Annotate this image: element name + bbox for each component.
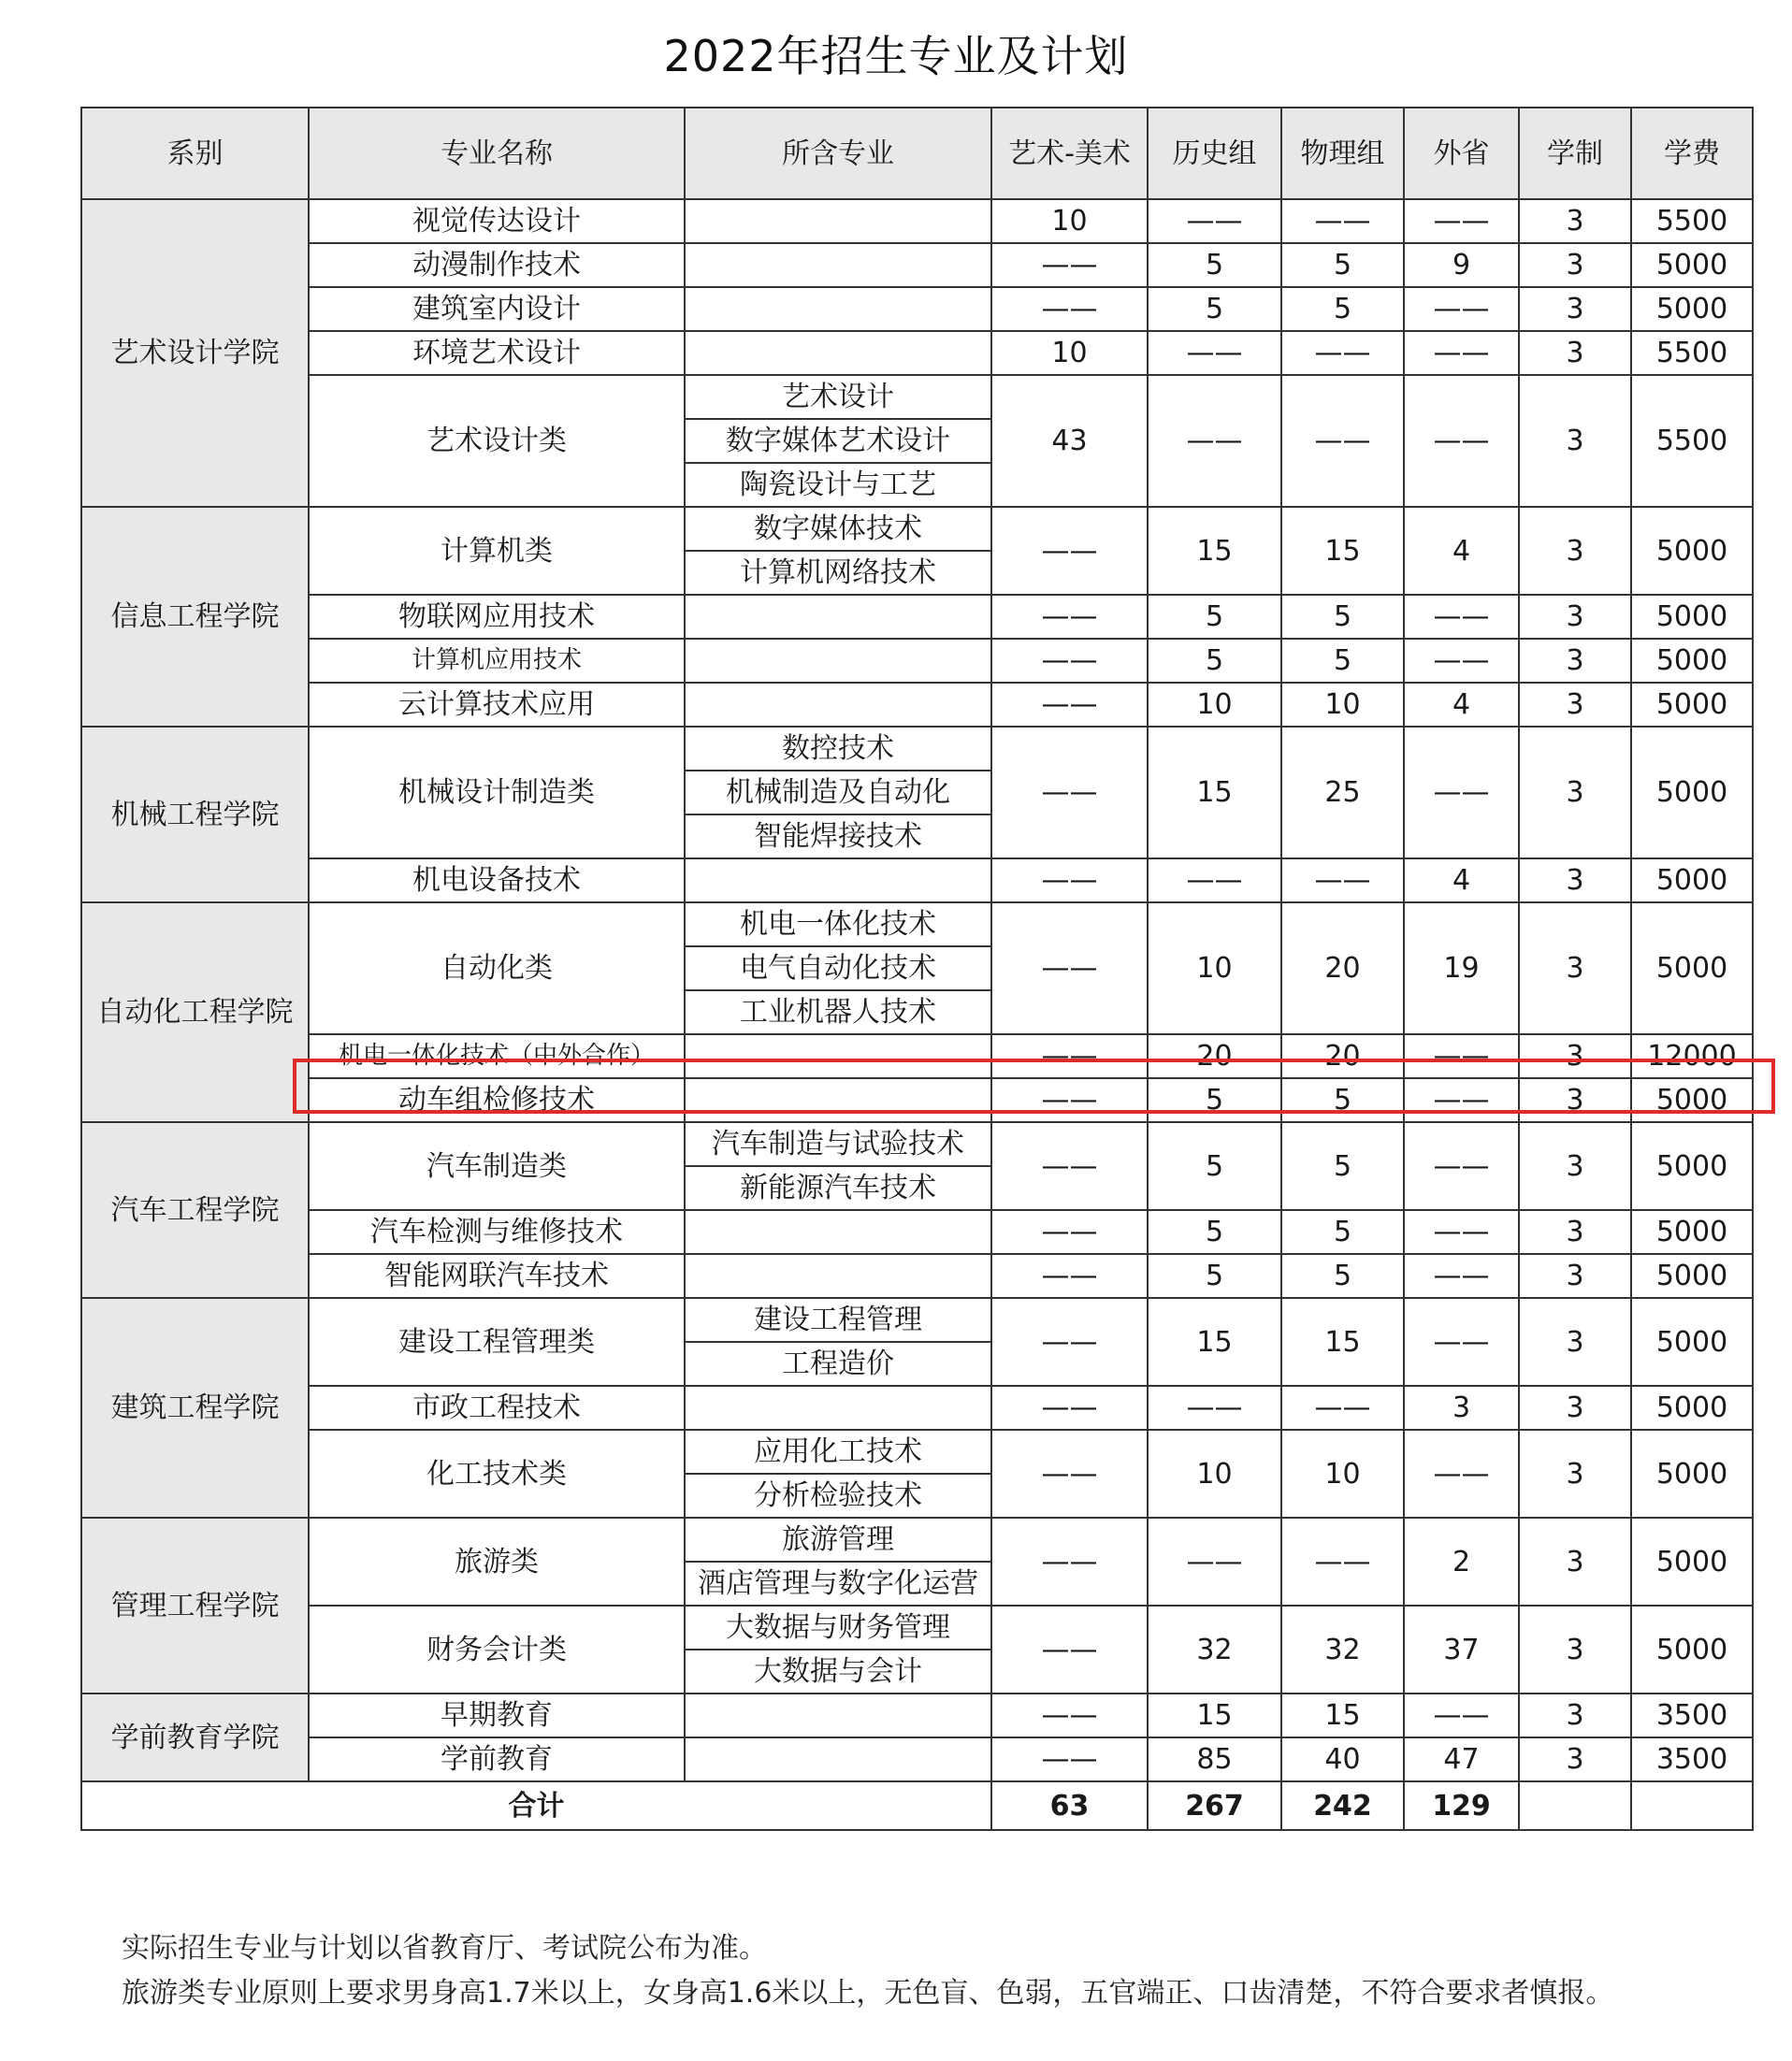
value-cell-hist: 5: [1148, 595, 1281, 639]
value-cell-years: 3: [1519, 639, 1631, 683]
dept-name-cell: 管理工程学院: [81, 1518, 309, 1693]
table-row: [81, 1254, 1753, 1298]
dept-name-cell: 建筑工程学院: [81, 1298, 309, 1518]
sub-major-cell: 工业机器人技术: [685, 990, 991, 1034]
sub-major-cell: [685, 1078, 991, 1122]
value-cell-art: ——: [991, 1606, 1148, 1693]
value-cell-art: ——: [991, 727, 1148, 858]
value-cell-hist: 32: [1148, 1606, 1281, 1693]
value-cell-hist: ——: [1148, 1386, 1281, 1430]
total-label-cell: 合计: [81, 1781, 991, 1830]
value-cell-fee: 5000: [1631, 1078, 1753, 1122]
sub-major-cell: 机械制造及自动化: [685, 771, 991, 814]
value-cell-fee: 5000: [1631, 683, 1753, 727]
table-row: [81, 902, 1753, 946]
value-cell-art: ——: [991, 1254, 1148, 1298]
value-cell-hist: 10: [1148, 1430, 1281, 1518]
sub-major-cell: 数控技术: [685, 727, 991, 771]
value-cell-years: 3: [1519, 199, 1631, 243]
value-cell-fee: 3500: [1631, 1737, 1753, 1781]
value-cell-phys: 10: [1281, 683, 1404, 727]
value-cell-phys: ——: [1281, 199, 1404, 243]
value-cell-art: ——: [991, 243, 1148, 287]
table-row: [81, 331, 1753, 375]
value-cell-years: 3: [1519, 1518, 1631, 1606]
page-title: 2022年招生专业及计划: [663, 31, 1129, 81]
value-cell-art: 10: [991, 331, 1148, 375]
value-cell-years: 3: [1519, 1693, 1631, 1737]
major-name-cell: 化工技术类: [309, 1430, 685, 1518]
sub-major-cell: [685, 1386, 991, 1430]
value-cell-hist: 5: [1148, 1122, 1281, 1210]
sub-major-cell: 数字媒体艺术设计: [685, 419, 991, 463]
sub-major-cell: 汽车制造与试验技术: [685, 1122, 991, 1166]
value-cell-fee: 5000: [1631, 1254, 1753, 1298]
value-cell-hist: 5: [1148, 1254, 1281, 1298]
sub-major-cell: [685, 1737, 991, 1781]
value-cell-years: 3: [1519, 287, 1631, 331]
major-name-cell: 自动化类: [309, 902, 685, 1034]
value-cell-phys: 5: [1281, 1078, 1404, 1122]
dept-name-cell: 机械工程学院: [81, 727, 309, 902]
value-cell-years: 3: [1519, 1210, 1631, 1254]
table-row: [81, 507, 1753, 551]
sub-major-cell: [685, 1210, 991, 1254]
value-cell-art: ——: [991, 1122, 1148, 1210]
table-row: [81, 1430, 1753, 1474]
sub-major-cell: [685, 683, 991, 727]
sub-major-cell: 建设工程管理: [685, 1298, 991, 1342]
sub-major-cell: 大数据与会计: [685, 1650, 991, 1693]
value-cell-years: 3: [1519, 331, 1631, 375]
header-row: [81, 108, 1753, 199]
sub-major-cell: [685, 243, 991, 287]
value-cell-out: ——: [1404, 639, 1519, 683]
value-cell-out: ——: [1404, 1034, 1519, 1078]
sub-major-cell: 电气自动化技术: [685, 946, 991, 990]
value-cell-out: 37: [1404, 1606, 1519, 1693]
table-row: [81, 1737, 1753, 1781]
total-cell-out: 129: [1404, 1781, 1519, 1830]
value-cell-phys: ——: [1281, 1518, 1404, 1606]
value-cell-hist: 5: [1148, 243, 1281, 287]
value-cell-years: 3: [1519, 375, 1631, 507]
value-cell-out: 9: [1404, 243, 1519, 287]
header-cell: 系别: [81, 108, 309, 199]
value-cell-years: 3: [1519, 858, 1631, 902]
major-name-cell: 建设工程管理类: [309, 1298, 685, 1386]
value-cell-art: 43: [991, 375, 1148, 507]
value-cell-out: 3: [1404, 1386, 1519, 1430]
table-row: [81, 1693, 1753, 1737]
value-cell-phys: ——: [1281, 331, 1404, 375]
value-cell-art: ——: [991, 902, 1148, 1034]
value-cell-fee: 5000: [1631, 243, 1753, 287]
table-row: [81, 199, 1753, 243]
value-cell-hist: 15: [1148, 507, 1281, 595]
table-row: [81, 243, 1753, 287]
major-name-cell: 环境艺术设计: [309, 331, 685, 375]
value-cell-fee: 3500: [1631, 1693, 1753, 1737]
value-cell-hist: 20: [1148, 1034, 1281, 1078]
value-cell-fee: 5000: [1631, 858, 1753, 902]
value-cell-out: ——: [1404, 199, 1519, 243]
value-cell-phys: 5: [1281, 1254, 1404, 1298]
value-cell-out: ——: [1404, 1693, 1519, 1737]
major-name-cell: 建筑室内设计: [309, 287, 685, 331]
value-cell-fee: 5000: [1631, 727, 1753, 858]
value-cell-hist: 5: [1148, 1078, 1281, 1122]
value-cell-fee: 5000: [1631, 287, 1753, 331]
major-name-cell: 机电设备技术: [309, 858, 685, 902]
value-cell-fee: 5000: [1631, 1386, 1753, 1430]
header-cell: 艺术-美术: [991, 108, 1148, 199]
sub-major-cell: 艺术设计: [685, 375, 991, 419]
table-row: [81, 639, 1753, 683]
value-cell-hist: 10: [1148, 902, 1281, 1034]
value-cell-phys: 5: [1281, 1122, 1404, 1210]
table-row: [81, 727, 1753, 771]
header-cell: 学费: [1631, 108, 1753, 199]
value-cell-fee: 5000: [1631, 1518, 1753, 1606]
value-cell-phys: 15: [1281, 507, 1404, 595]
value-cell-fee: 5000: [1631, 1298, 1753, 1386]
major-name-cell: 市政工程技术: [309, 1386, 685, 1430]
value-cell-out: ——: [1404, 375, 1519, 507]
value-cell-phys: ——: [1281, 1386, 1404, 1430]
value-cell-phys: 32: [1281, 1606, 1404, 1693]
value-cell-out: 2: [1404, 1518, 1519, 1606]
table-row: [81, 1210, 1753, 1254]
table-body: [81, 199, 1753, 1830]
major-name-cell: 计算机类: [309, 507, 685, 595]
value-cell-hist: 5: [1148, 1210, 1281, 1254]
value-cell-art: ——: [991, 1518, 1148, 1606]
header-cell: 外省: [1404, 108, 1519, 199]
header-cell: 历史组: [1148, 108, 1281, 199]
value-cell-phys: 20: [1281, 902, 1404, 1034]
sub-major-cell: 大数据与财务管理: [685, 1606, 991, 1650]
value-cell-out: 4: [1404, 507, 1519, 595]
value-cell-out: ——: [1404, 1254, 1519, 1298]
table-row: [81, 375, 1753, 419]
major-name-cell: 动车组检修技术: [309, 1078, 685, 1122]
major-name-cell: 计算机应用技术: [309, 639, 685, 683]
major-name-cell: 动漫制作技术: [309, 243, 685, 287]
value-cell-phys: 5: [1281, 639, 1404, 683]
value-cell-fee: 12000: [1631, 1034, 1753, 1078]
value-cell-years: 3: [1519, 1386, 1631, 1430]
value-cell-phys: 20: [1281, 1034, 1404, 1078]
value-cell-years: 3: [1519, 243, 1631, 287]
value-cell-hist: 15: [1148, 727, 1281, 858]
value-cell-art: ——: [991, 1430, 1148, 1518]
value-cell-out: ——: [1404, 1430, 1519, 1518]
value-cell-years: 3: [1519, 1606, 1631, 1693]
sub-major-cell: [685, 1034, 991, 1078]
sub-major-cell: [685, 199, 991, 243]
value-cell-fee: 5000: [1631, 639, 1753, 683]
table-row: [81, 1606, 1753, 1650]
value-cell-years: 3: [1519, 507, 1631, 595]
value-cell-years: 3: [1519, 1298, 1631, 1386]
value-cell-years: 3: [1519, 727, 1631, 858]
table-row: [81, 1518, 1753, 1562]
sub-major-cell: [685, 595, 991, 639]
major-name-cell: 旅游类: [309, 1518, 685, 1606]
major-name-cell: 机械设计制造类: [309, 727, 685, 858]
value-cell-hist: 10: [1148, 683, 1281, 727]
value-cell-out: 19: [1404, 902, 1519, 1034]
value-cell-hist: ——: [1148, 858, 1281, 902]
sub-major-cell: [685, 331, 991, 375]
dept-name-cell: 学前教育学院: [81, 1693, 309, 1781]
table-row: [81, 1078, 1753, 1122]
value-cell-art: ——: [991, 639, 1148, 683]
major-name-cell: 汽车检测与维修技术: [309, 1210, 685, 1254]
value-cell-phys: 5: [1281, 243, 1404, 287]
value-cell-hist: 5: [1148, 287, 1281, 331]
value-cell-years: 3: [1519, 683, 1631, 727]
value-cell-out: ——: [1404, 331, 1519, 375]
dept-name-cell: 信息工程学院: [81, 507, 309, 727]
total-cell-years: [1519, 1781, 1631, 1830]
value-cell-phys: ——: [1281, 375, 1404, 507]
major-name-cell: 财务会计类: [309, 1606, 685, 1693]
sub-major-cell: [685, 1254, 991, 1298]
value-cell-out: 47: [1404, 1737, 1519, 1781]
sub-major-cell: [685, 639, 991, 683]
value-cell-out: ——: [1404, 1298, 1519, 1386]
value-cell-phys: 25: [1281, 727, 1404, 858]
value-cell-fee: 5500: [1631, 331, 1753, 375]
total-row: [81, 1781, 1753, 1830]
table-row: [81, 1034, 1753, 1078]
table-row: [81, 683, 1753, 727]
value-cell-fee: 5000: [1631, 507, 1753, 595]
value-cell-fee: 5000: [1631, 1122, 1753, 1210]
sub-major-cell: 数字媒体技术: [685, 507, 991, 551]
major-name-cell: 早期教育: [309, 1693, 685, 1737]
value-cell-hist: ——: [1148, 199, 1281, 243]
table-row: [81, 858, 1753, 902]
value-cell-art: ——: [991, 1034, 1148, 1078]
value-cell-fee: 5000: [1631, 1606, 1753, 1693]
table-row: [81, 595, 1753, 639]
value-cell-phys: 5: [1281, 595, 1404, 639]
header-cell: 专业名称: [309, 108, 685, 199]
major-name-cell: 视觉传达设计: [309, 199, 685, 243]
dept-name-cell: 艺术设计学院: [81, 199, 309, 507]
dept-name-cell: 自动化工程学院: [81, 902, 309, 1122]
major-name-cell: 机电一体化技术（中外合作）: [309, 1034, 685, 1078]
total-cell-hist: 267: [1148, 1781, 1281, 1830]
total-cell-phys: 242: [1281, 1781, 1404, 1830]
value-cell-years: 3: [1519, 595, 1631, 639]
value-cell-hist: ——: [1148, 331, 1281, 375]
major-name-cell: 云计算技术应用: [309, 683, 685, 727]
sub-major-cell: 分析检验技术: [685, 1474, 991, 1518]
header-cell: 所含专业: [685, 108, 991, 199]
value-cell-art: ——: [991, 1737, 1148, 1781]
value-cell-phys: ——: [1281, 858, 1404, 902]
value-cell-years: 3: [1519, 1122, 1631, 1210]
value-cell-fee: 5000: [1631, 1430, 1753, 1518]
value-cell-out: ——: [1404, 1122, 1519, 1210]
header-cell: 物理组: [1281, 108, 1404, 199]
value-cell-out: ——: [1404, 287, 1519, 331]
value-cell-fee: 5500: [1631, 199, 1753, 243]
value-cell-art: ——: [991, 1693, 1148, 1737]
value-cell-art: ——: [991, 1210, 1148, 1254]
value-cell-art: ——: [991, 1078, 1148, 1122]
value-cell-art: ——: [991, 287, 1148, 331]
table-row: [81, 1386, 1753, 1430]
value-cell-fee: 5000: [1631, 1210, 1753, 1254]
value-cell-years: 3: [1519, 1034, 1631, 1078]
value-cell-phys: 15: [1281, 1693, 1404, 1737]
value-cell-years: 3: [1519, 1430, 1631, 1518]
note-line: 实际招生专业与计划以省教育厅、考试院公布为准。: [122, 1932, 767, 1965]
sub-major-cell: [685, 1693, 991, 1737]
sub-major-cell: [685, 287, 991, 331]
sub-major-cell: 工程造价: [685, 1342, 991, 1386]
value-cell-hist: ——: [1148, 375, 1281, 507]
value-cell-years: 3: [1519, 1078, 1631, 1122]
value-cell-hist: ——: [1148, 1518, 1281, 1606]
value-cell-fee: 5000: [1631, 902, 1753, 1034]
value-cell-art: ——: [991, 595, 1148, 639]
value-cell-out: 4: [1404, 858, 1519, 902]
value-cell-art: ——: [991, 1386, 1148, 1430]
value-cell-phys: 5: [1281, 287, 1404, 331]
value-cell-fee: 5000: [1631, 595, 1753, 639]
value-cell-phys: 5: [1281, 1210, 1404, 1254]
sub-major-cell: 新能源汽车技术: [685, 1166, 991, 1210]
table-row: [81, 287, 1753, 331]
header-cell: 学制: [1519, 108, 1631, 199]
enrollment-table: [80, 107, 1754, 1831]
major-name-cell: 学前教育: [309, 1737, 685, 1781]
table-row: [81, 1298, 1753, 1342]
sub-major-cell: 陶瓷设计与工艺: [685, 463, 991, 507]
value-cell-art: ——: [991, 507, 1148, 595]
value-cell-hist: 85: [1148, 1737, 1281, 1781]
value-cell-out: 4: [1404, 683, 1519, 727]
value-cell-years: 3: [1519, 1254, 1631, 1298]
value-cell-fee: 5500: [1631, 375, 1753, 507]
value-cell-out: ——: [1404, 727, 1519, 858]
sub-major-cell: 机电一体化技术: [685, 902, 991, 946]
notes: [122, 1926, 1613, 2016]
total-cell-fee: [1631, 1781, 1753, 1830]
sub-major-cell: 旅游管理: [685, 1518, 991, 1562]
major-name-cell: 汽车制造类: [309, 1122, 685, 1210]
value-cell-art: 10: [991, 199, 1148, 243]
note-line: 旅游类专业原则上要求男身高1.7米以上，女身高1.6米以上，无色盲、色弱，五官端正、口齿清楚，不符合要求者慎报。: [122, 1977, 1614, 2010]
total-cell-art: 63: [991, 1781, 1148, 1830]
value-cell-hist: 5: [1148, 639, 1281, 683]
major-name-cell: 物联网应用技术: [309, 595, 685, 639]
dept-name-cell: 汽车工程学院: [81, 1122, 309, 1298]
value-cell-art: ——: [991, 1298, 1148, 1386]
value-cell-out: ——: [1404, 1210, 1519, 1254]
value-cell-art: ——: [991, 858, 1148, 902]
sub-major-cell: 应用化工技术: [685, 1430, 991, 1474]
value-cell-years: 3: [1519, 1737, 1631, 1781]
value-cell-out: ——: [1404, 595, 1519, 639]
value-cell-phys: 15: [1281, 1298, 1404, 1386]
table-row: [81, 1122, 1753, 1166]
major-name-cell: 智能网联汽车技术: [309, 1254, 685, 1298]
value-cell-years: 3: [1519, 902, 1631, 1034]
value-cell-hist: 15: [1148, 1298, 1281, 1386]
value-cell-phys: 10: [1281, 1430, 1404, 1518]
sub-major-cell: [685, 858, 991, 902]
value-cell-art: ——: [991, 683, 1148, 727]
value-cell-phys: 40: [1281, 1737, 1404, 1781]
value-cell-hist: 15: [1148, 1693, 1281, 1737]
sub-major-cell: 智能焊接技术: [685, 814, 991, 858]
major-name-cell: 艺术设计类: [309, 375, 685, 507]
sub-major-cell: 计算机网络技术: [685, 551, 991, 595]
sub-major-cell: 酒店管理与数字化运营: [685, 1562, 991, 1606]
value-cell-out: ——: [1404, 1078, 1519, 1122]
